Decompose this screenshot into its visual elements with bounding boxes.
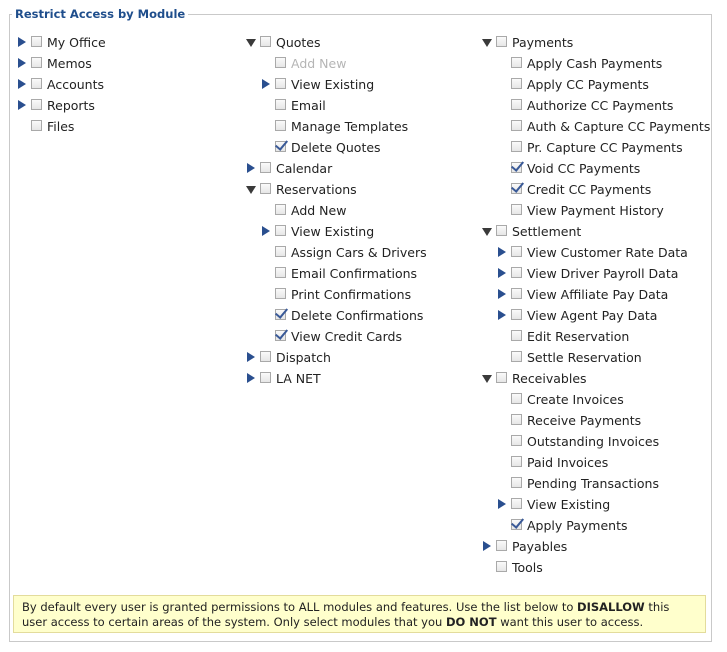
tree-item-label: Pending Transactions xyxy=(527,476,659,491)
tree-item-label: Reports xyxy=(47,98,95,113)
tree-item-label: Tools xyxy=(512,560,543,575)
tree-item-label: Accounts xyxy=(47,77,104,92)
collapse-arrow-icon[interactable] xyxy=(482,32,492,53)
tree-item-label: Manage Templates xyxy=(291,119,409,134)
collapse-arrow-icon[interactable] xyxy=(482,368,492,389)
info-note xyxy=(13,595,706,633)
note-text-1: By default every user is granted permissions to ALL modules and features. Use the list below to xyxy=(22,600,578,614)
collapse-arrow-icon[interactable] xyxy=(482,221,492,242)
checkbox[interactable] xyxy=(511,330,522,341)
checkbox[interactable] xyxy=(511,120,522,131)
tree-item-label: Settle Reservation xyxy=(527,350,642,365)
tree-item-label: LA NET xyxy=(276,371,321,386)
checkbox[interactable] xyxy=(511,351,522,362)
tree-item-label: Paid Invoices xyxy=(527,455,609,470)
checkbox[interactable] xyxy=(511,309,522,320)
tree-item-label: Memos xyxy=(47,56,92,71)
tree-item-label: View Existing xyxy=(291,224,375,239)
checkbox[interactable] xyxy=(275,225,286,236)
tree-item-label: View Payment History xyxy=(527,203,664,218)
checkbox[interactable] xyxy=(31,57,42,68)
checkbox[interactable] xyxy=(260,36,271,47)
checkbox[interactable] xyxy=(275,267,286,278)
checkbox[interactable] xyxy=(496,225,507,236)
checkbox[interactable] xyxy=(31,36,42,47)
checkbox[interactable] xyxy=(275,78,286,89)
tree-item-label: Delete Confirmations xyxy=(291,308,424,323)
tree-item-label: Apply CC Payments xyxy=(527,77,649,92)
tree-item-label: Edit Reservation xyxy=(527,329,630,344)
expand-arrow-icon[interactable] xyxy=(17,95,27,116)
tree-item-label: View Credit Cards xyxy=(291,329,402,344)
tree-item-label: Receive Payments xyxy=(527,413,642,428)
tree-item-label: Settlement xyxy=(512,224,582,239)
tree-item-label: View Affiliate Pay Data xyxy=(527,287,669,302)
checkbox[interactable] xyxy=(511,498,522,509)
tree-item-label: Authorize CC Payments xyxy=(527,98,674,113)
checkbox[interactable] xyxy=(511,183,522,194)
expand-arrow-icon[interactable] xyxy=(497,263,507,284)
tree-item-label: Print Confirmations xyxy=(291,287,412,302)
tree-item-label: Reservations xyxy=(276,182,357,197)
checkbox[interactable] xyxy=(275,309,286,320)
tree-item-label: Add New xyxy=(291,203,347,218)
checkbox[interactable] xyxy=(511,393,522,404)
expand-arrow-icon[interactable] xyxy=(261,74,271,95)
tree-item-label: Dispatch xyxy=(276,350,331,365)
expand-arrow-icon[interactable] xyxy=(246,368,256,389)
tree-item-label: View Existing xyxy=(291,77,375,92)
expand-arrow-icon[interactable] xyxy=(482,536,492,557)
checkbox[interactable] xyxy=(275,330,286,341)
tree-item-label: Apply Cash Payments xyxy=(527,56,663,71)
tree-item-label: Outstanding Invoices xyxy=(527,434,660,449)
note-bold-disallow: DISALLOW xyxy=(577,600,645,614)
expand-arrow-icon[interactable] xyxy=(246,347,256,368)
checkbox[interactable] xyxy=(260,351,271,362)
checkbox[interactable] xyxy=(260,162,271,173)
checkbox[interactable] xyxy=(511,267,522,278)
expand-arrow-icon[interactable] xyxy=(497,494,507,515)
tree-item-label: Auth & Capture CC Payments xyxy=(527,119,711,134)
tree-item-label: Calendar xyxy=(276,161,333,176)
expand-arrow-icon[interactable] xyxy=(497,242,507,263)
checkbox[interactable] xyxy=(511,246,522,257)
collapse-arrow-icon[interactable] xyxy=(246,32,256,53)
expand-arrow-icon[interactable] xyxy=(17,53,27,74)
tree-item-label: Void CC Payments xyxy=(527,161,641,176)
section-title: Restrict Access by Module xyxy=(12,7,188,21)
checkbox[interactable] xyxy=(496,36,507,47)
tree-item-label: Add New xyxy=(291,56,347,71)
expand-arrow-icon[interactable] xyxy=(17,32,27,53)
tree-item-label: Email xyxy=(291,98,326,113)
checkbox[interactable] xyxy=(511,204,522,215)
checkbox[interactable] xyxy=(260,183,271,194)
expand-arrow-icon[interactable] xyxy=(17,74,27,95)
tree-item-label: Assign Cars & Drivers xyxy=(291,245,427,260)
tree-item-label: Credit CC Payments xyxy=(527,182,652,197)
tree-item-label: Apply Payments xyxy=(527,518,628,533)
tree-item-label: Payments xyxy=(512,35,574,50)
expand-arrow-icon[interactable] xyxy=(497,305,507,326)
tree-item-label: Quotes xyxy=(276,35,321,50)
checkbox[interactable] xyxy=(511,435,522,446)
checkbox[interactable] xyxy=(31,99,42,110)
checkbox[interactable] xyxy=(496,372,507,383)
checkbox[interactable] xyxy=(275,120,286,131)
checkbox[interactable] xyxy=(511,99,522,110)
tree-item-label: Delete Quotes xyxy=(291,140,381,155)
checkbox[interactable] xyxy=(275,99,286,110)
checkbox[interactable] xyxy=(275,57,286,68)
expand-arrow-icon[interactable] xyxy=(261,221,271,242)
tree-item-label: Receivables xyxy=(512,371,587,386)
tree-item-label: Pr. Capture CC Payments xyxy=(527,140,683,155)
collapse-arrow-icon[interactable] xyxy=(246,179,256,200)
tree-item-label: Payables xyxy=(512,539,568,554)
checkbox[interactable] xyxy=(511,414,522,425)
checkbox[interactable] xyxy=(511,78,522,89)
tree-item-label: Email Confirmations xyxy=(291,266,418,281)
tree-item-label: View Existing xyxy=(527,497,611,512)
checkbox[interactable] xyxy=(31,78,42,89)
checkbox[interactable] xyxy=(511,477,522,488)
note-text-3: want this user to access. xyxy=(496,615,644,629)
checkbox[interactable] xyxy=(511,162,522,173)
note-bold-do-not: DO NOT xyxy=(445,615,497,629)
checkbox[interactable] xyxy=(511,456,522,467)
checkbox[interactable] xyxy=(275,204,286,215)
tree-item-label: View Driver Payroll Data xyxy=(527,266,679,281)
checkbox[interactable] xyxy=(511,519,522,530)
checkbox[interactable] xyxy=(275,141,286,152)
checkbox[interactable] xyxy=(275,288,286,299)
expand-arrow-icon[interactable] xyxy=(497,284,507,305)
checkbox[interactable] xyxy=(511,141,522,152)
note-text-2: this user access to certain areas of the system. Only select modules that you xyxy=(22,600,670,629)
checkbox[interactable] xyxy=(260,372,271,383)
expand-arrow-icon[interactable] xyxy=(246,158,256,179)
checkbox[interactable] xyxy=(496,561,507,572)
checkbox[interactable] xyxy=(496,540,507,551)
tree-item-label: View Customer Rate Data xyxy=(527,245,688,260)
tree-item-label: View Agent Pay Data xyxy=(527,308,658,323)
checkbox[interactable] xyxy=(511,288,522,299)
checkbox[interactable] xyxy=(511,57,522,68)
tree-item-label: Files xyxy=(47,119,75,134)
checkbox[interactable] xyxy=(31,120,42,131)
tree-item-label: My Office xyxy=(47,35,106,50)
checkbox[interactable] xyxy=(275,246,286,257)
tree-item-label: Create Invoices xyxy=(527,392,624,407)
